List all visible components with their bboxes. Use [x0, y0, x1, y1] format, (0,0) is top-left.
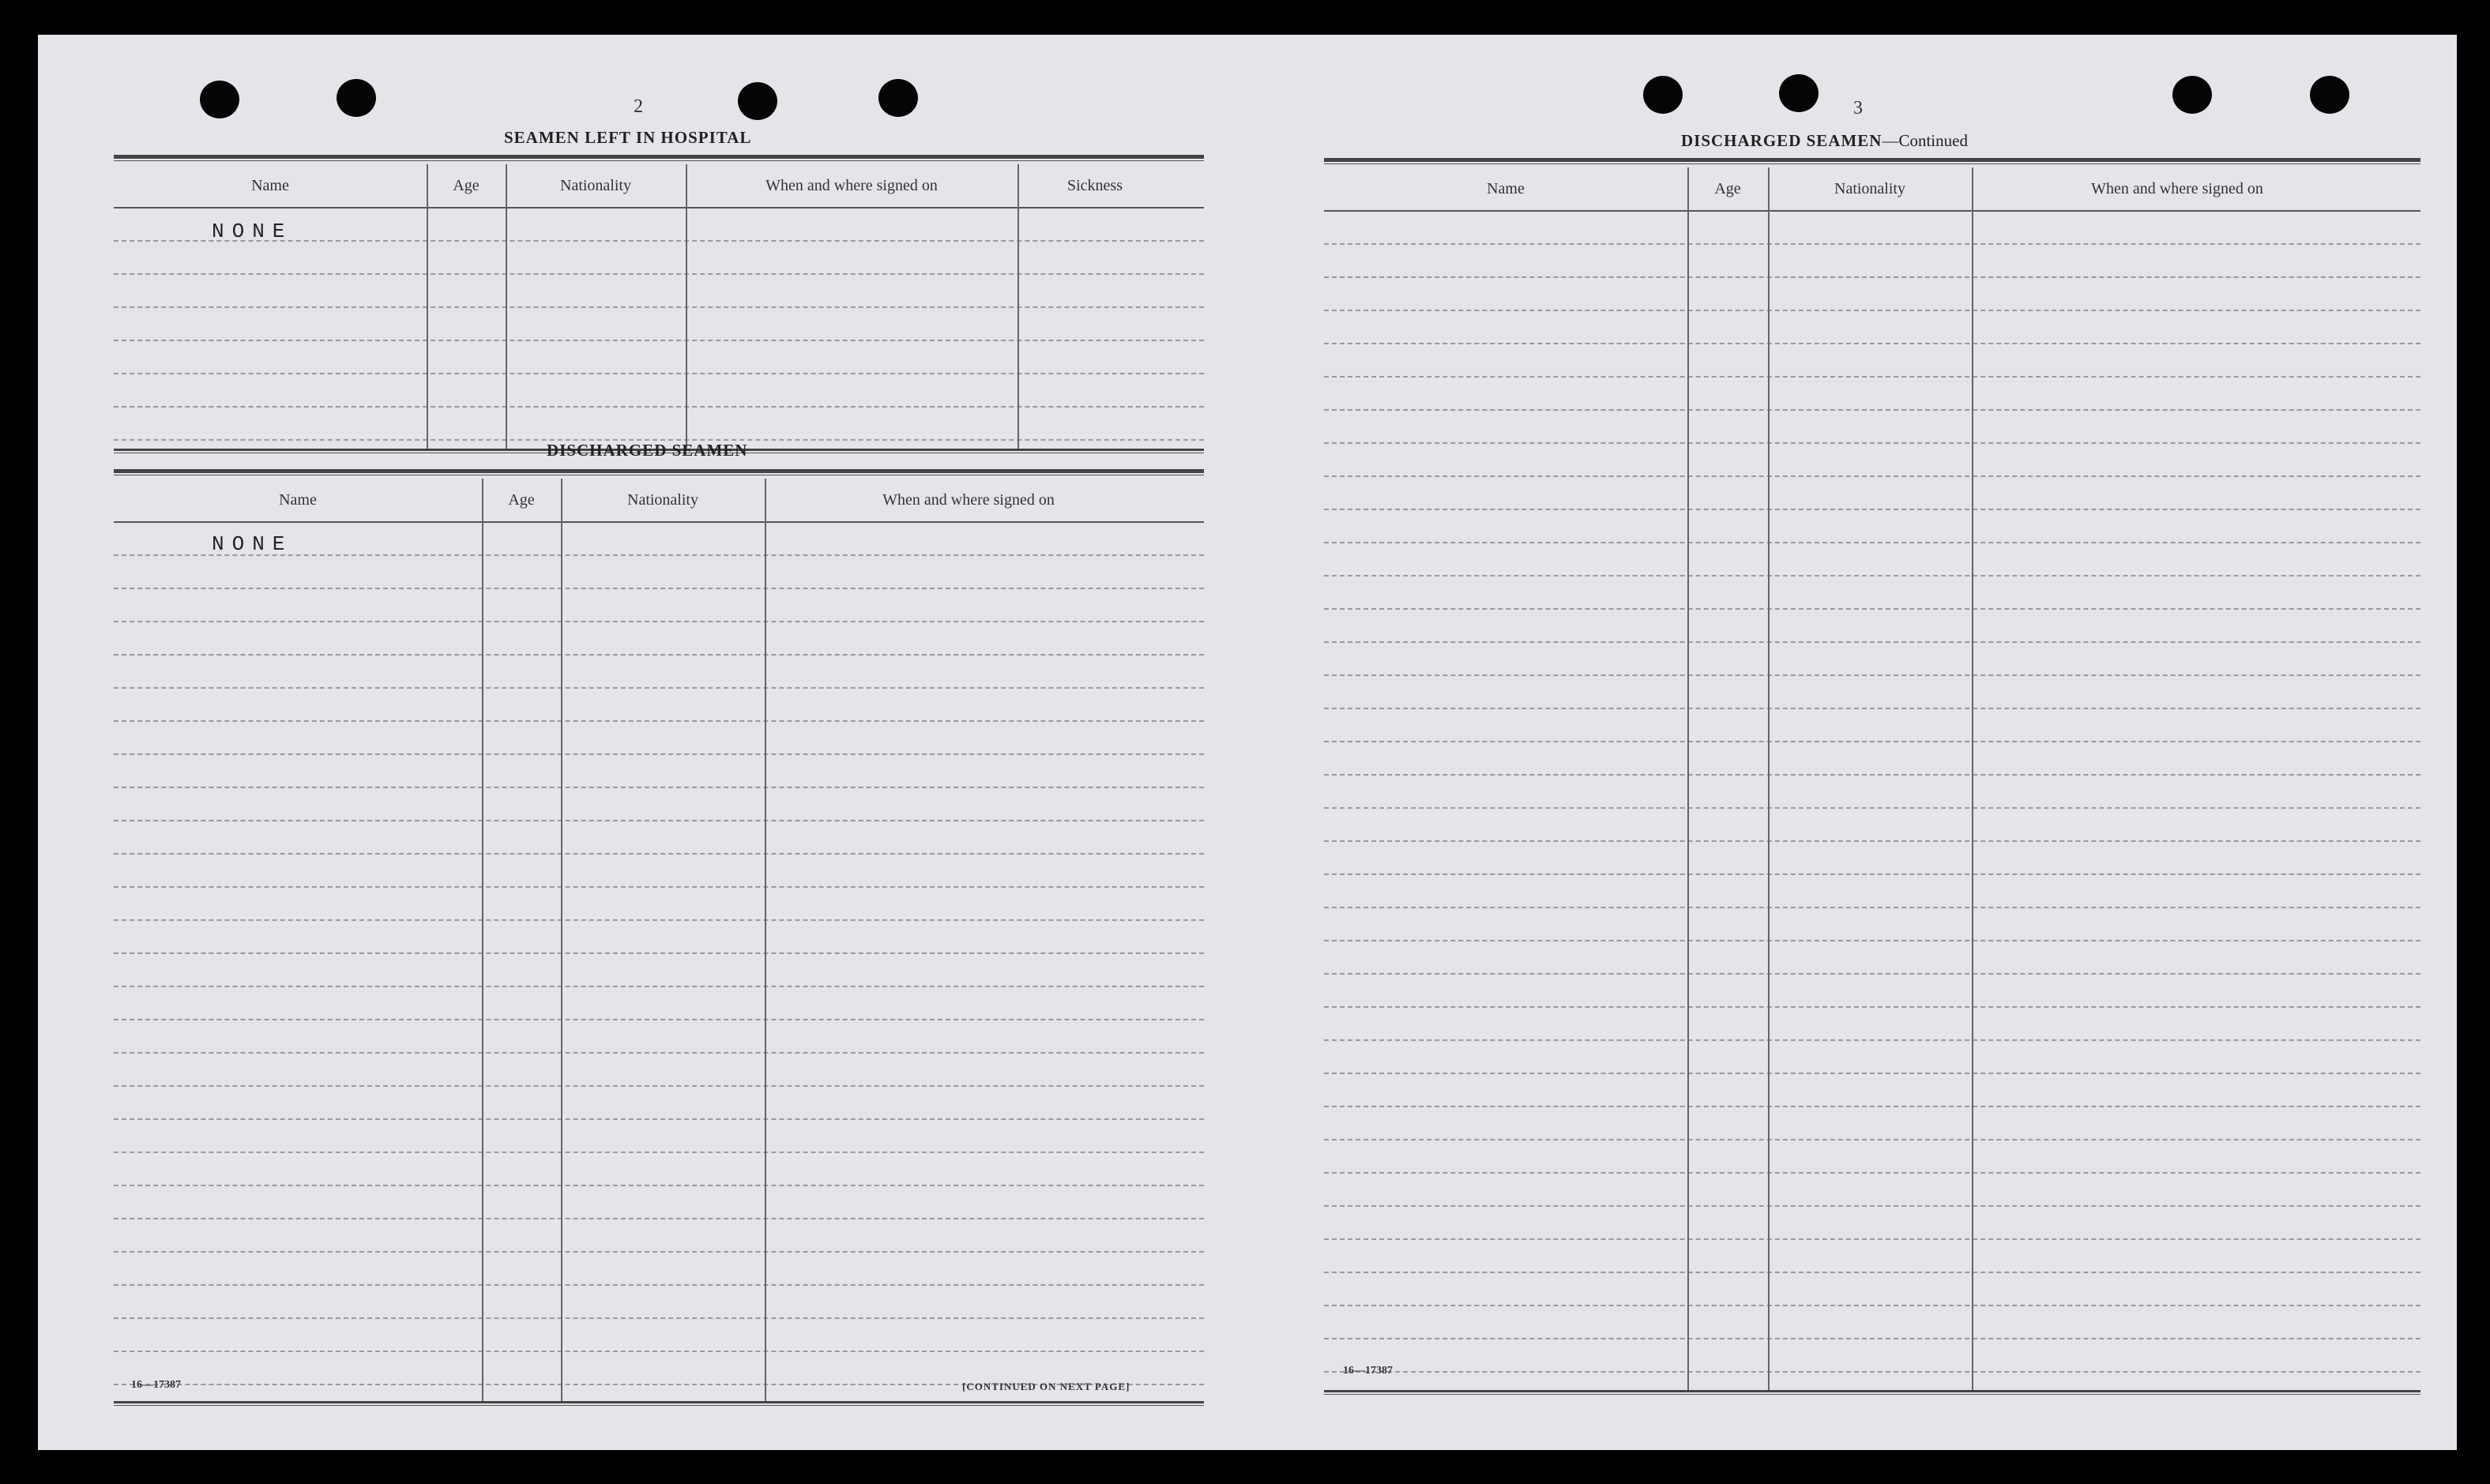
col-header-name: Name [251, 176, 289, 194]
ruled-line [1324, 542, 2420, 543]
page-number-left: 2 [634, 96, 643, 117]
ruled-line [1324, 973, 2420, 975]
ruled-line [114, 406, 1204, 408]
column-divider [1017, 164, 1019, 449]
ruled-line [1324, 1106, 2420, 1107]
document-sheet [38, 35, 2457, 1450]
ruled-line [114, 919, 1204, 921]
ruled-line [114, 1218, 1204, 1219]
ruled-line [114, 820, 1204, 821]
page-number-right: 3 [1853, 98, 1863, 118]
ruled-line [114, 373, 1204, 374]
column-divider [686, 164, 687, 449]
hospital-entry-none: NONE [212, 220, 293, 243]
ruled-line [1324, 475, 2420, 477]
ruled-line [1324, 1073, 2420, 1074]
col-header-name: Name [1487, 179, 1525, 197]
ruled-line [1324, 741, 2420, 742]
ruled-line [1324, 1205, 2420, 1207]
col-header-when-where: When and where signed on [2091, 179, 2263, 197]
hospital-table [114, 155, 1204, 459]
ruled-line [114, 1251, 1204, 1253]
ruled-line [114, 853, 1204, 855]
column-divider [482, 479, 483, 1401]
ruled-line [1324, 1338, 2420, 1339]
punch-hole [1779, 74, 1819, 112]
ruled-line [114, 1284, 1204, 1286]
column-divider [506, 164, 507, 449]
ruled-line [114, 1118, 1204, 1120]
ruled-line [1324, 442, 2420, 444]
ruled-line [114, 1019, 1204, 1020]
ruled-line [1324, 907, 2420, 908]
punch-hole [2172, 76, 2212, 114]
ruled-line [1324, 409, 2420, 411]
form-code-left: 16—17387 [131, 1379, 181, 1391]
ruled-line [1324, 873, 2420, 875]
ruled-line [114, 340, 1204, 341]
column-divider [427, 164, 428, 449]
ruled-line [1324, 940, 2420, 941]
ruled-line [114, 986, 1204, 987]
ruled-line [114, 720, 1204, 722]
punch-hole [1643, 76, 1683, 114]
col-header-nationality: Nationality [560, 176, 631, 194]
ruled-line [1324, 243, 2420, 245]
ruled-line [114, 1085, 1204, 1087]
ruled-line [1324, 708, 2420, 709]
ruled-line [114, 687, 1204, 689]
ruled-line [1324, 1006, 2420, 1008]
discharged-table-right [1324, 158, 2420, 1398]
col-header-name: Name [279, 490, 317, 509]
ruled-line [114, 554, 1204, 556]
ruled-line [114, 588, 1204, 589]
ruled-line [114, 621, 1204, 622]
ruled-line [114, 1052, 1204, 1054]
ruled-line [114, 753, 1204, 755]
ruled-line [1324, 276, 2420, 278]
ruled-line [114, 787, 1204, 788]
ruled-line [114, 273, 1204, 275]
ruled-line [114, 952, 1204, 954]
col-header-age: Age [453, 176, 480, 194]
col-header-when-where: When and where signed on [882, 490, 1055, 509]
ruled-line [1324, 1039, 2420, 1041]
punch-hole [2310, 76, 2349, 114]
ruled-line [114, 1317, 1204, 1319]
discharged-table-left [114, 469, 1204, 1409]
punch-hole [200, 81, 239, 118]
ruled-line [1324, 1371, 2420, 1373]
ruled-line [1324, 343, 2420, 344]
hospital-section-title: SEAMEN LEFT IN HOSPITAL [504, 128, 752, 147]
ruled-line [1324, 1238, 2420, 1240]
ruled-line [114, 240, 1204, 242]
punch-hole [738, 82, 777, 120]
column-divider [561, 479, 562, 1401]
col-header-age: Age [508, 490, 535, 509]
ruled-line [114, 886, 1204, 888]
ruled-line [1324, 509, 2420, 510]
ruled-line [1324, 840, 2420, 842]
ruled-line [114, 654, 1204, 656]
ruled-line [1324, 608, 2420, 610]
continued-note: [CONTINUED ON NEXT PAGE] [962, 1381, 1130, 1392]
ruled-line [1324, 807, 2420, 809]
col-header-age: Age [1714, 179, 1741, 197]
column-divider [1687, 167, 1689, 1390]
punch-hole [878, 79, 918, 117]
ruled-line [1324, 376, 2420, 378]
discharged-entry-none: NONE [212, 532, 293, 556]
ruled-line [114, 1185, 1204, 1186]
col-header-when-where: When and where signed on [765, 176, 938, 194]
col-header-nationality: Nationality [627, 490, 698, 509]
col-header-nationality: Nationality [1834, 179, 1905, 197]
ruled-line [1324, 1272, 2420, 1273]
col-header-sickness: Sickness [1067, 176, 1123, 194]
ruled-line [114, 1152, 1204, 1153]
ruled-line [1324, 641, 2420, 643]
ruled-line [114, 306, 1204, 308]
discharged-continued-title [1681, 131, 1968, 151]
ruled-line [1324, 310, 2420, 311]
ruled-line [1324, 1139, 2420, 1140]
form-code-right: 16—17387 [1343, 1365, 1393, 1377]
ruled-line [1324, 575, 2420, 577]
column-divider [765, 479, 766, 1401]
ruled-line [1324, 1305, 2420, 1306]
ruled-line [114, 1351, 1204, 1352]
column-divider [1972, 167, 1973, 1390]
punch-hole [337, 79, 376, 117]
discharged-continued-title-text: DISCHARGED SEAMEN [1681, 131, 1883, 150]
ruled-line [1324, 1172, 2420, 1174]
ruled-line [1324, 674, 2420, 676]
ruled-line [1324, 774, 2420, 776]
continued-suffix: —Continued [1882, 131, 1968, 150]
column-divider [1768, 167, 1770, 1390]
discharged-section-title: DISCHARGED SEAMEN [547, 441, 748, 460]
